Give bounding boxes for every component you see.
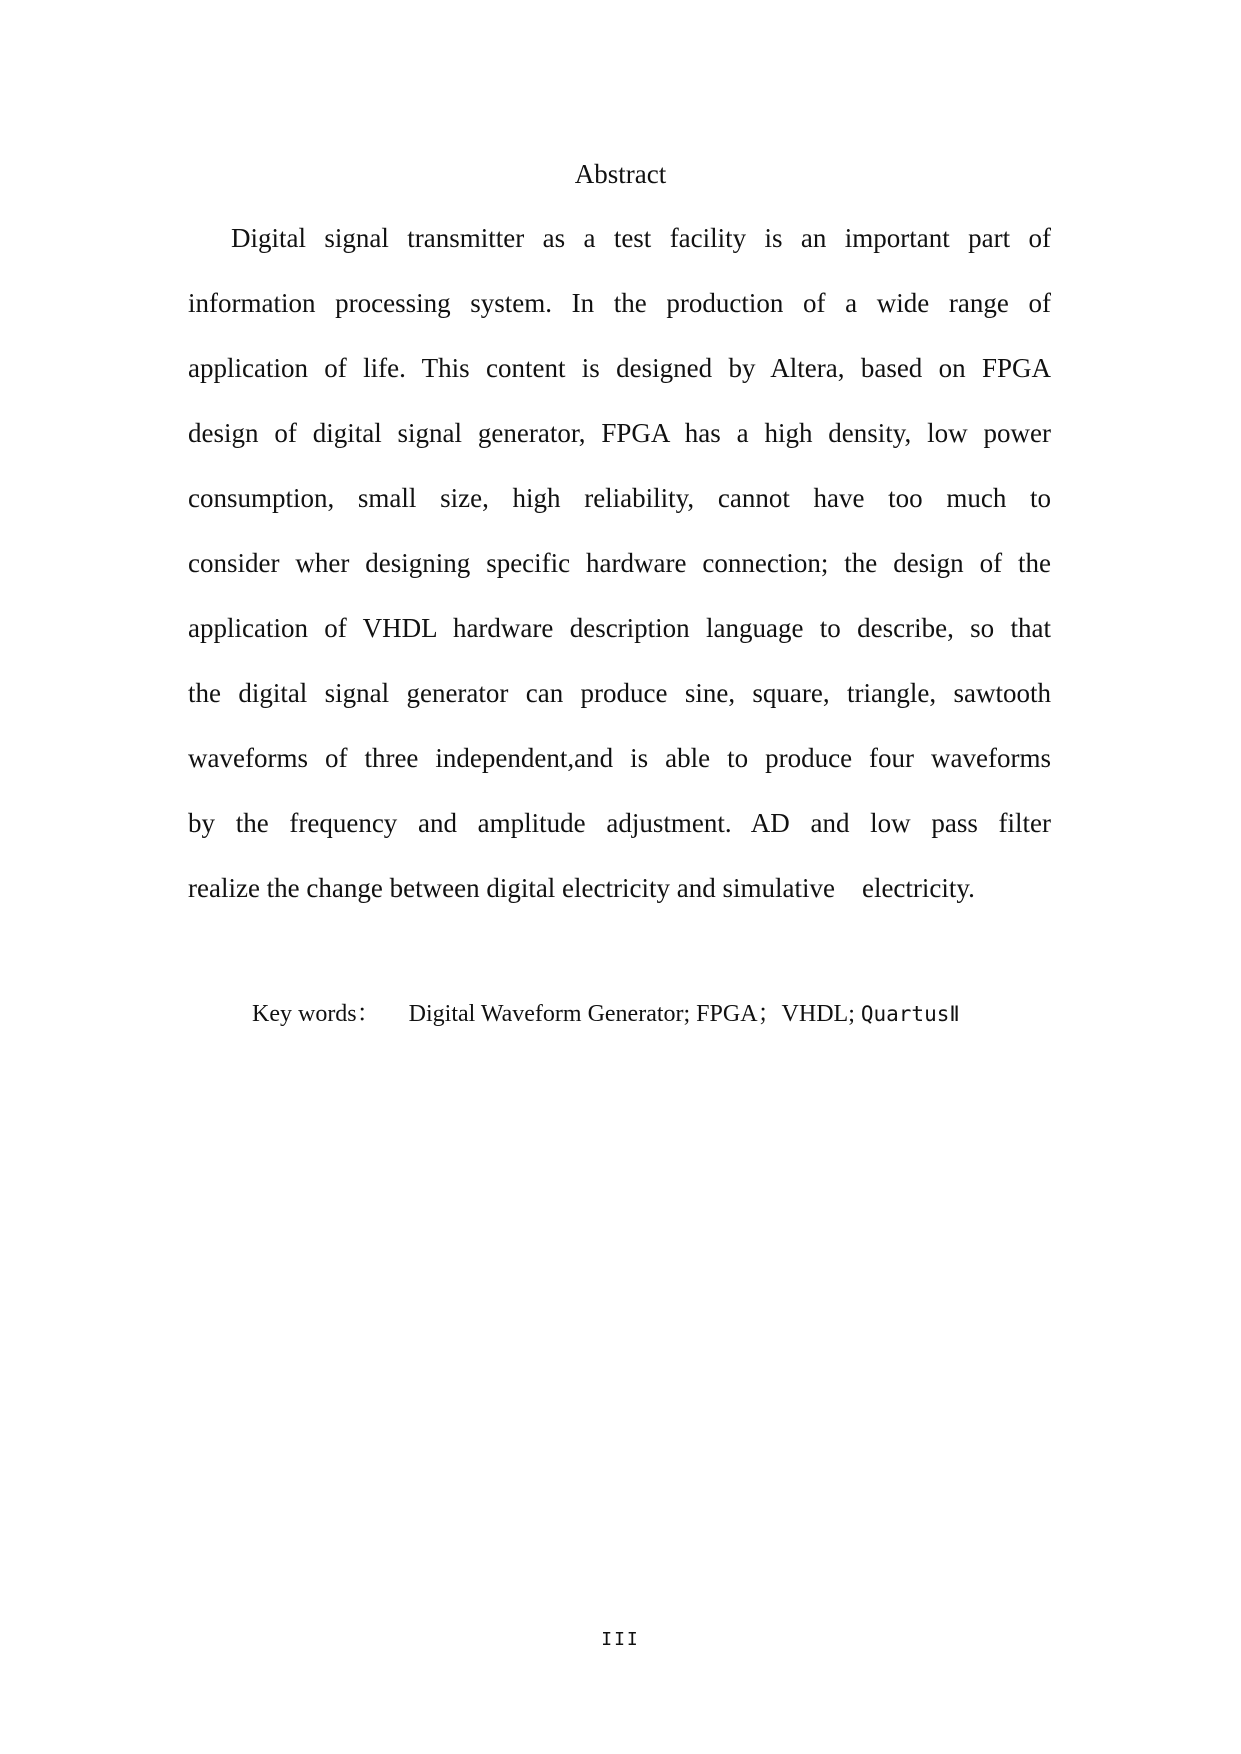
abstract-line: consumption, small size, high reliability, cannot have too much to (188, 483, 1051, 513)
abstract-line: realize the change between digital electricity and simulative electricity. (188, 873, 975, 903)
abstract-line: the digital signal generator can produce sine, square, triangle, sawtooth (188, 678, 1051, 708)
abstract-line: consider wher designing specific hardware connection; the design of the (188, 548, 1051, 578)
abstract-line: design of digital signal generator, FPGA has a high density, low power (188, 418, 1051, 448)
abstract-line: application of VHDL hardware description language to describe, so that (188, 613, 1051, 643)
abstract-line: waveforms of three independent,and is able to produce four waveforms (188, 743, 1051, 773)
page-number: III (601, 1629, 640, 1650)
abstract-line: information processing system. In the production of a wide range of (188, 288, 1051, 318)
keywords-line (252, 998, 960, 1030)
abstract-body (188, 206, 1051, 921)
keywords-label: Key words： (252, 1001, 381, 1027)
abstract-line: application of life. This content is designed by Altera, based on FPGA (188, 353, 1051, 383)
abstract-line: by the frequency and amplitude adjustment. AD and low pass filter (188, 808, 1051, 838)
keywords-last-term: QuartusⅡ (860, 1002, 960, 1026)
abstract-title: Abstract (574, 159, 667, 189)
abstract-line: Digital signal transmitter as a test facility is an important part of (231, 223, 1051, 253)
keywords-text: Digital Waveform Generator; FPGA；VHDL; (408, 1001, 861, 1027)
